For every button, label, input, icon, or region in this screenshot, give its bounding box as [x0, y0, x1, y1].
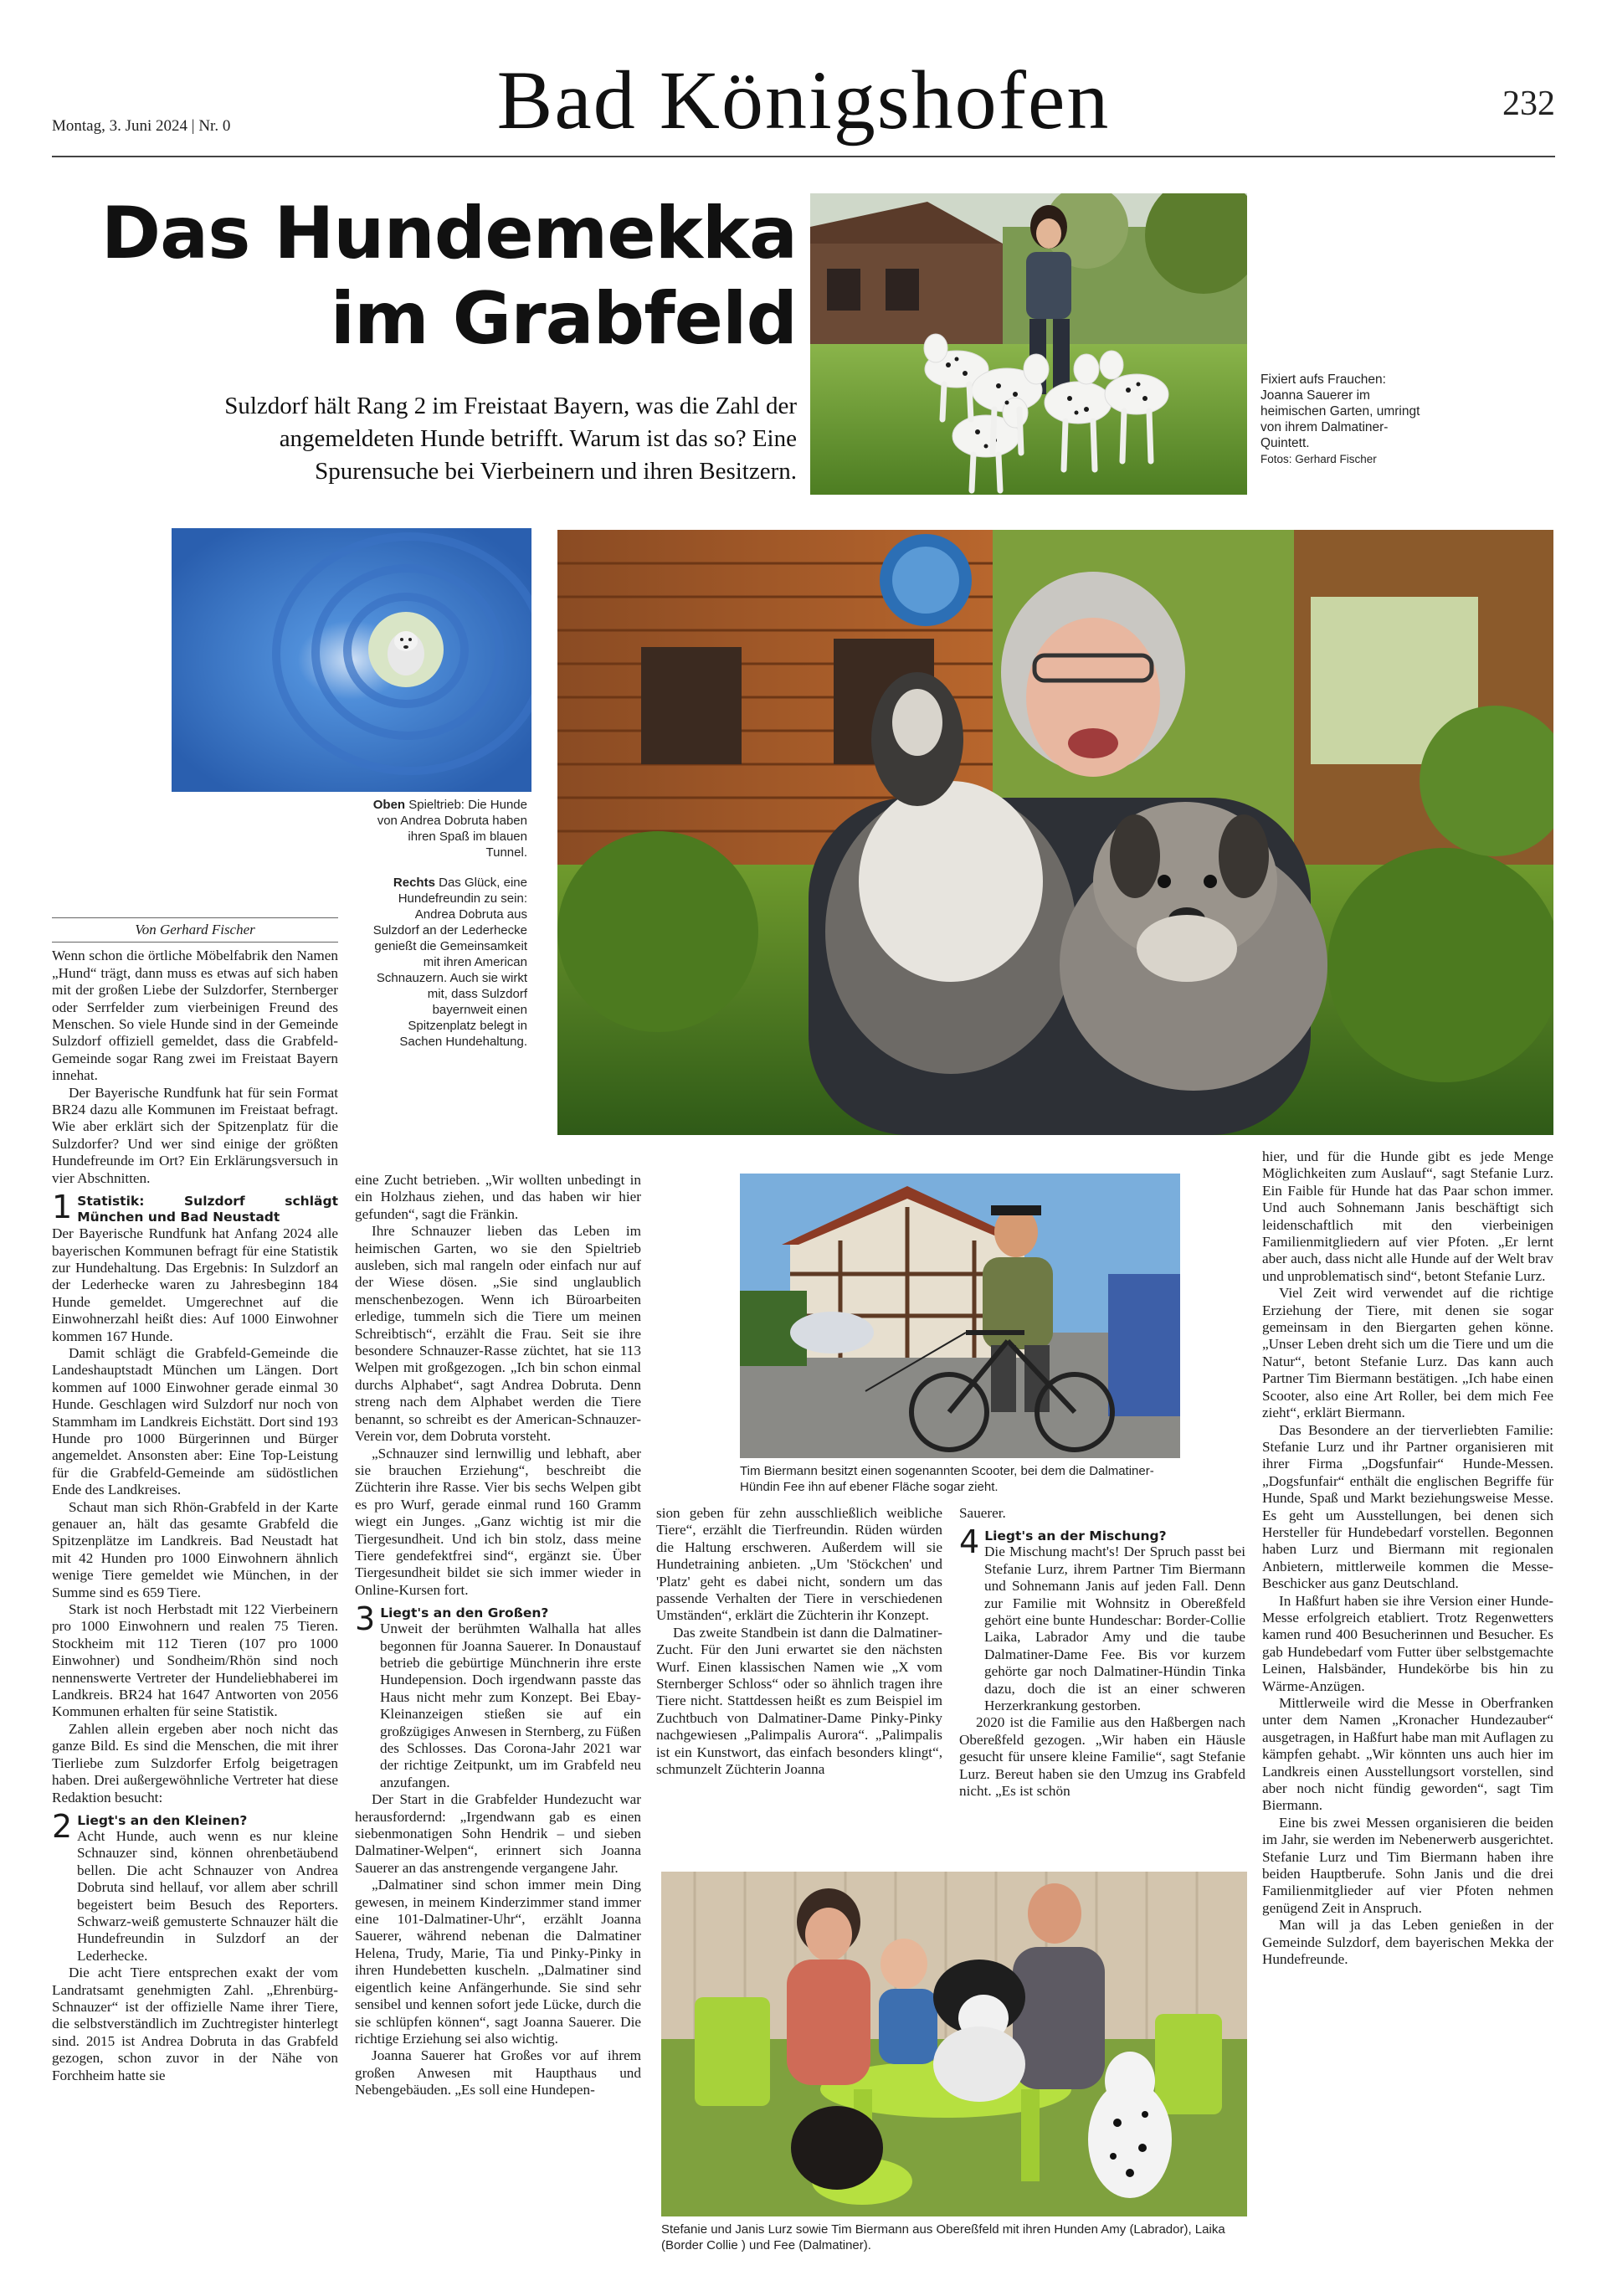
section-number: 1: [52, 1189, 73, 1226]
paragraph: Die Mischung macht's! Der Spruch passt bei Stefanie Lurz, ihrem Partner Tim Biermann und Sohnemann Janis auf jeden Fall. Denn zur Familie mit Wohnsitz in Obereßfeld gehört eine bunte Hundeschar: Border-Collie Laika, Labrador Amy und die taube Dalmatiner-Dame Fee. Bis vor kurzem gehörte gar noch Dalmatiner-Hündin Tinka dazu, doch die ist an einer schweren Herzerkrankung gestorben.: [984, 1544, 1245, 1714]
paragraph: Sauerer.: [959, 1505, 1006, 1521]
paragraph: Damit schlägt die Grabfeld-Gemeinde die Landeshauptstadt München um Längen. Dort kommen auf 1000 Einwohner gerade einmal 30 Hunde. Geschlagen wird Sulzdorf nur noch von Stammham im Landkreis Eichstätt. Dort sind 193 Hunde pro 1000 Bürgerinnen und Bürger angemeldet. Ansonsten aber: Eine Top-Leistung für die Grabfeld-Gemeinde am südöstlichen Ende des Landkreises.: [52, 1344, 338, 1498]
byline-rule-bottom: [52, 942, 338, 943]
caption-label-oben: Oben: [372, 798, 406, 812]
article-teaser: Sulzdorf hält Rang 2 im Freistaat Bayern, was die Zahl der angemeldeten Hunde betrifft. Warum ist das so? Eine Spurensuche bei Vierbeinern und ihren Besitzern.: [224, 393, 797, 485]
paragraph: Joanna Sauerer hat Großes vor auf ihrem großen Anwesen mit Haupthaus und Nebengebäuden. „Es soll eine Hundepen-: [355, 2047, 641, 2098]
article-headline: [52, 191, 797, 362]
photo-credit: Fotos: Gerhard Fischer: [1260, 453, 1377, 465]
photo-dalmatians-garden: [810, 193, 1247, 495]
column-3: [656, 1505, 942, 1779]
paragraph: Der Bayerische Rundfunk hat Anfang 2024 alle bayerischen Kommunen befragt für eine Statistik zur Hundehaltung. Das Ergebnis: In Sulzdorf an der Lederhecke waren zu Jahresbeginn 184 Hunde gemeldet. Umgerechnet auf die Einwohnerzahl heißt dies: Auf 1000 Einwohner kommen 167 Hunde.: [52, 1225, 338, 1344]
section-number: 3: [355, 1600, 376, 1638]
headline-line-2: im Grabfeld: [330, 277, 797, 361]
paragraph: Zahlen allein ergeben aber noch nicht das ganze Bild. Es sind die Menschen, die mit ihrer Tierliebe zum Sulzdorfer Erfolg beigetragen haben. Drei außergewöhnliche Vertreter hat diese Redaktion besucht:: [52, 1720, 338, 1805]
paragraph: Der Start in die Grabfelder Hundezucht war herausfordernd: „Irgendwann gab es einen siebenmonatigen Sohn Hendrik – und sieben Dalmatiner-Welpen“, erinnert sich Joanna Sauerer an das anstrengende vergangene Jahr.: [355, 1791, 641, 1876]
section-town-title: Bad Königshofen: [496, 54, 1111, 146]
section-title: Liegt's an der Mischung?: [984, 1528, 1167, 1544]
paragraph: Mittlerweile wird die Messe in Oberfranken unter dem Namen „Kronacher Hundezauber“ ausgetragen, in Haßfurt habe man mit Auflagen zu kämpfen gehabt. „Wir könnten uns auch hier im Landkreis einen Ausstellungsort vorstellen, sind aber noch nicht fündig geworden“, sagt Tim Biermann.: [1262, 1695, 1553, 1814]
photo-family-dogs: [661, 1872, 1247, 2216]
header-divider: [52, 156, 1555, 157]
caption-scooter: Tim Biermann besitzt einen sogenannten Scooter, bei dem die Dalmatiner-Hündin Fee ihn auf ebener Fläche sogar zieht.: [740, 1464, 1154, 1494]
photo-woman-schnauzers: [557, 530, 1553, 1135]
paragraph: Wenn schon die örtliche Möbelfabrik den Namen „Hund“ trägt, dann muss es etwas auf sich haben mit der großen Liebe der Sulzdorfer, Sternberger oder Serrfelder zum vierbeinigen Freund des Menschen. So viele Hunde sind in der Gemeinde Sulzdorf offiziell gemeldet, dass die Grabfeld-Gemeinde sogar Rang zwei im Freistaat Bayern innehat.: [52, 948, 338, 1084]
paragraph: Das Besondere an der tierverliebten Familie: Stefanie Lurz und ihr Partner organisieren mit ihrer Firma „Dogsfunfair“ Hunde-Messen. „Dogsfunfair“ enthält die englischen Begriffe für Hunde, Spaß und Markt beziehungsweise Messe. Es geht um Ausstellungen, bei denen sich Hersteller für Hundebedarf vorstellen. Begonnen haben Lurz und Biermann mit regionalen Anbietern, mittlerweile kommen die Messe-Beschicker aus ganz Deutschland.: [1262, 1421, 1553, 1592]
column-2: [355, 1172, 641, 2099]
paragraph: sion geben für zehn ausschließlich weibliche Tiere“, erzählt die Tierfreundin. Rüden würden die Haltung erschweren. Außerdem will sie Hundetraining anbieten. „Um 'Stöckchen' und 'Platz' geht es dabei nicht, sondern um das passende Verhalten der Tiere in verschiedenen Umständen“, erklärt die Züchterin ihr Konzept.: [656, 1505, 942, 1624]
paragraph: eine Zucht betrieben. „Wir wollten unbedingt in ein Holzhaus ziehen, und das haben wir hier gefunden“, sagt die Fränkin.: [355, 1172, 641, 1222]
issue-meta: Montag, 3. Juni 2024 | Nr. 0: [52, 117, 231, 135]
section-title: Statistik: Sulzdorf schlägt München und Bad Neustadt: [77, 1194, 338, 1225]
column-4: [959, 1505, 1245, 1800]
paragraph: „Schnauzer sind lernwillig und lebhaft, aber sie brauchen Erziehung“, beschreibt die Züchterin ihre Rasse. Vier bis sechs Welpen gibt es pro Wurf, gerade einmal rund 160 Gramm wiegt ein Junges. „Ganz wichtig ist mir die Tiergesundheit. Und ich bin stolz, dass meine Tiere gendefektfrei sind“, ergänzt sie. Über Tiergesundheit bildet sie sich immer wieder in Online-Kursen fort.: [355, 1445, 641, 1598]
paragraph: Schaut man sich Rhön-Grabfeld in der Karte genauer an, hält das gesamte Grabfeld die Spitzenplätze im Landkreis. Bad Neustadt hat mit 42 Hunden pro 1000 Einwohnern ähnlich wenige Tiere gemeldet wie München, in der Summe sind es 659 Tiere.: [52, 1498, 338, 1600]
column-1: [52, 917, 338, 2084]
byline-rule: [52, 917, 338, 918]
paragraph: In Haßfurt haben sie ihre Version einer Hunde-Messe erfolgreich etabliert. Trotz Regenwetters kamen rund 400 Besucherinnen und Besucher. Es gab Hundebedarf vom Futter über selbstgemachte Leinen, Halsbänder, Hundekörbe bis hin zu Wärme-Anzügen.: [1262, 1592, 1553, 1694]
caption-schnauzer-text: Das Glück, eine Hundefreundin zu sein: Andrea Dobruta aus Sulzdorf an der Lederhecke genießt die Gemeinsamkeit mit ihren American Schnauzern. Auch sie wirkt mit, dass Sulzdorf bayernweit einen Spitzenplatz belegt in Sachen Hundehaltung.: [372, 876, 527, 1049]
caption-tunnel: [368, 797, 527, 860]
caption-dalmatians-text: Fixiert aufs Frauchen: Joanna Sauerer im heimischen Garten, umringt von ihrem Dalmatiner-Quintett.: [1260, 372, 1420, 450]
paragraph: Eine bis zwei Messen organisieren die beiden im Jahr, sie werden im Nebenerwerb ausgerichtet. Stefanie Lurz und Tim Biermann haben ihre beiden Hauptberufe. Sohn Janis und die drei Familienmitglieder auf vier Pfoten nehmen genügend Zeit in Anspruch.: [1262, 1814, 1553, 1916]
paragraph: 2020 ist die Familie aus den Haßbergen nach Obereßfeld gezogen. „Wir haben ein Häusle gesucht für unsere kleine Familie“, sagt Stefanie Lurz. Bereut haben sie den Umzug ins Grabfeld nicht. „Es ist schön: [959, 1714, 1245, 1800]
paragraph: Stark ist noch Herbstadt mit 122 Vierbeinern pro 1000 Einwohnern und realen 75 Tieren. Stockheim mit 112 Tieren (107 pro 1000 Einwohner) und Sondheim/Rhön sind noch nennenswerte Vertreter der Hundeliebhaberei im Landkreis. BR24 hat 1647 Antworten von 2056 Kommunen erhalten für seine Statistik.: [52, 1601, 338, 1720]
paragraph: „Dalmatiner sind schon immer mein Ding gewesen, in meinem Kinderzimmer stand immer eine 101-Dalmatiner-Uhr“, erzählt Joanna Sauerer, während nebenan die Dalmatiner Helena, Trudy, Marie, Tia und Pinky-Pinky in ihren Hundebetten kuscheln. „Dalmatiner sind eigentlich keine Anfängerhunde. Sie sind sehr sensibel und kennen sofort jede Lücke, durch die sie schlüpfen können“, sagt Joanna Sauerer. Die richtige Erziehung sei also wichtig.: [355, 1877, 641, 2047]
headline-line-1: Das Hundemekka: [100, 192, 797, 275]
paragraph: Unweit der berühmten Walhalla hat alles begonnen für Joanna Sauerer. In Donaustauf betrieb die gebürtige Münchnerin ihre erste Hundepension. Doch irgendwann passte das Haus nicht mehr zum Konzept. Bei Ebay-Kleinanzeigen stießen sie auf ein großzügiges Anwesen in Sternberg, zu Füßen des Schlosses. Das Corona-Jahr 2021 war der richtige Zeitpunkt, um im Grabfeld neu anzufangen.: [380, 1621, 641, 1790]
paragraph: Viel Zeit wird verwendet auf die richtige Erziehung der Tiere, mit denen sie sogar gemeinsam in den Biergarten gehen könne. „Unser Leben dreht sich um die Tiere und um die Natur“, betont Stefanie Lurz. Das kann auch Partner Tim Biermann bestätigen. „Ich habe einen Scooter, also eine Art Roller, bei dem mich Fee zieht“, erklärt Biermann.: [1262, 1285, 1553, 1421]
paragraph: Der Bayerische Rundfunk hat für sein Format BR24 dazu alle Kommunen im Freistaat befragt. Wie aber erklärt sich der Spitzenplatz für die Sulzdorfer? Und wer sind einige der größten Hundefreunde im Ort? Ein Erklärungsversuch in vier Abschnitten.: [52, 1084, 338, 1186]
section-title: Liegt's an den Kleinen?: [77, 1812, 248, 1828]
paragraph: Man will ja das Leben genießen in der Gemeinde Sulzdorf, dem bayerischen Mekka der Hundefreunde.: [1262, 1917, 1553, 1968]
paragraph: Ihre Schnauzer lieben das Leben im heimischen Garten, wo sie den Spieltrieb ausleben, sich mal rangeln oder einfach nur auf der Wiese dösen. „Sie sind unglaublich menschenbezogen. Wenn ich Büroarbeiten erledige, tummeln sich die Tiere um meinen Schreibtisch“, erzählt die Frau. Seit sie ihre besondere Schnauzer-Rasse züchtet, hat sie 113 Welpen mit großgezogen. „Ich bin schon einmal durchs Alphabet“, sagt Andrea Dobruta. Denn streng nach dem Alphabet werden die Tiere benannt, so schreibt es der American-Schnauzer-Verein vor, dem Dobruta vorsteht.: [355, 1223, 641, 1445]
paragraph: Die acht Tiere entsprechen exakt der vom Landratsamt genehmigten Zahl. „Ehrenbürg-Schnauzer“ ist der offizielle Name ihrer Tiere, die selbstverständlich im Zuchtregister hinterlegt sind. 2015 ist Andrea Dobruta in das Grabfeld gezogen, schon zuvor in der Nähe von Forchheim hatte sie: [52, 1965, 338, 2083]
caption-schnauzer: [368, 875, 527, 1050]
page-number: 232: [1502, 85, 1555, 123]
caption-family: Stefanie und Janis Lurz sowie Tim Biermann aus Obereßfeld mit ihren Hunden Amy (Labrador), Laika (Border Collie ) und Fee (Dalmatiner).: [661, 2222, 1225, 2252]
byline: Von Gerhard Fischer: [135, 922, 255, 937]
paragraph: hier, und für die Hunde gibt es jede Menge Möglichkeiten zum Auslauf“, sagt Stefanie Lurz. Ein Faible für Hunde hat das Paar schon immer. Und auch Sohnemann Janis beschäftigt sich leidenschaftlich mit den vierbeinigen Familienmitgliedern auf vier Pfoten. „Er lernt aber auch, dass nicht alle Hunde auf der Welt brav und unproblematisch sind“, betont Stefanie Lurz.: [1262, 1148, 1553, 1284]
section-number: 4: [959, 1523, 980, 1561]
photo-scooter: [740, 1174, 1180, 1458]
caption-label-rechts: Rechts: [393, 876, 435, 890]
section-heading-1: [52, 1189, 338, 1226]
caption-tunnel-text: Spieltrieb: Die Hunde von Andrea Dobruta haben ihren Spaß im blauen Tunnel.: [377, 798, 527, 860]
paragraph: Acht Hunde, auch wenn es nur kleine Schnauzer sind, können ohrenbetäubend bellen. Die acht Schnauzer von Andrea Dobruta sind hellauf, vor allem aber schrill begeistert beim Besuch des Reporters. Schwarz-weiß gemusterte Schnauzer hält die Hundefreundin in Sulzdorf an der Lederhecke.: [77, 1827, 338, 1964]
photo-blue-tunnel: [172, 528, 531, 792]
section-number: 2: [52, 1807, 73, 1845]
column-5: [1262, 1148, 1553, 1969]
caption-dalmatians: [1260, 372, 1428, 467]
section-title: Liegt's an den Großen?: [380, 1605, 549, 1621]
paragraph: Das zweite Standbein ist dann die Dalmatiner-Zucht. Für den Juni erwartet sie den nächsten Wurf. Einen klassischen Namen wie „X vom Sternberger Schloss“ oder so ähnlich tragen ihre Tiere nicht. Stattdessen heißt es zum Beispiel im Zuchtbuch von Dalmatiner-Dame Pinky-Pinky nachgewiesen „Palimpalis Aurora“. „Palimpalis ist ein Kunstwort, das einfach besonders klingt“, schmunzelt Züchterin Joanna: [656, 1624, 942, 1778]
